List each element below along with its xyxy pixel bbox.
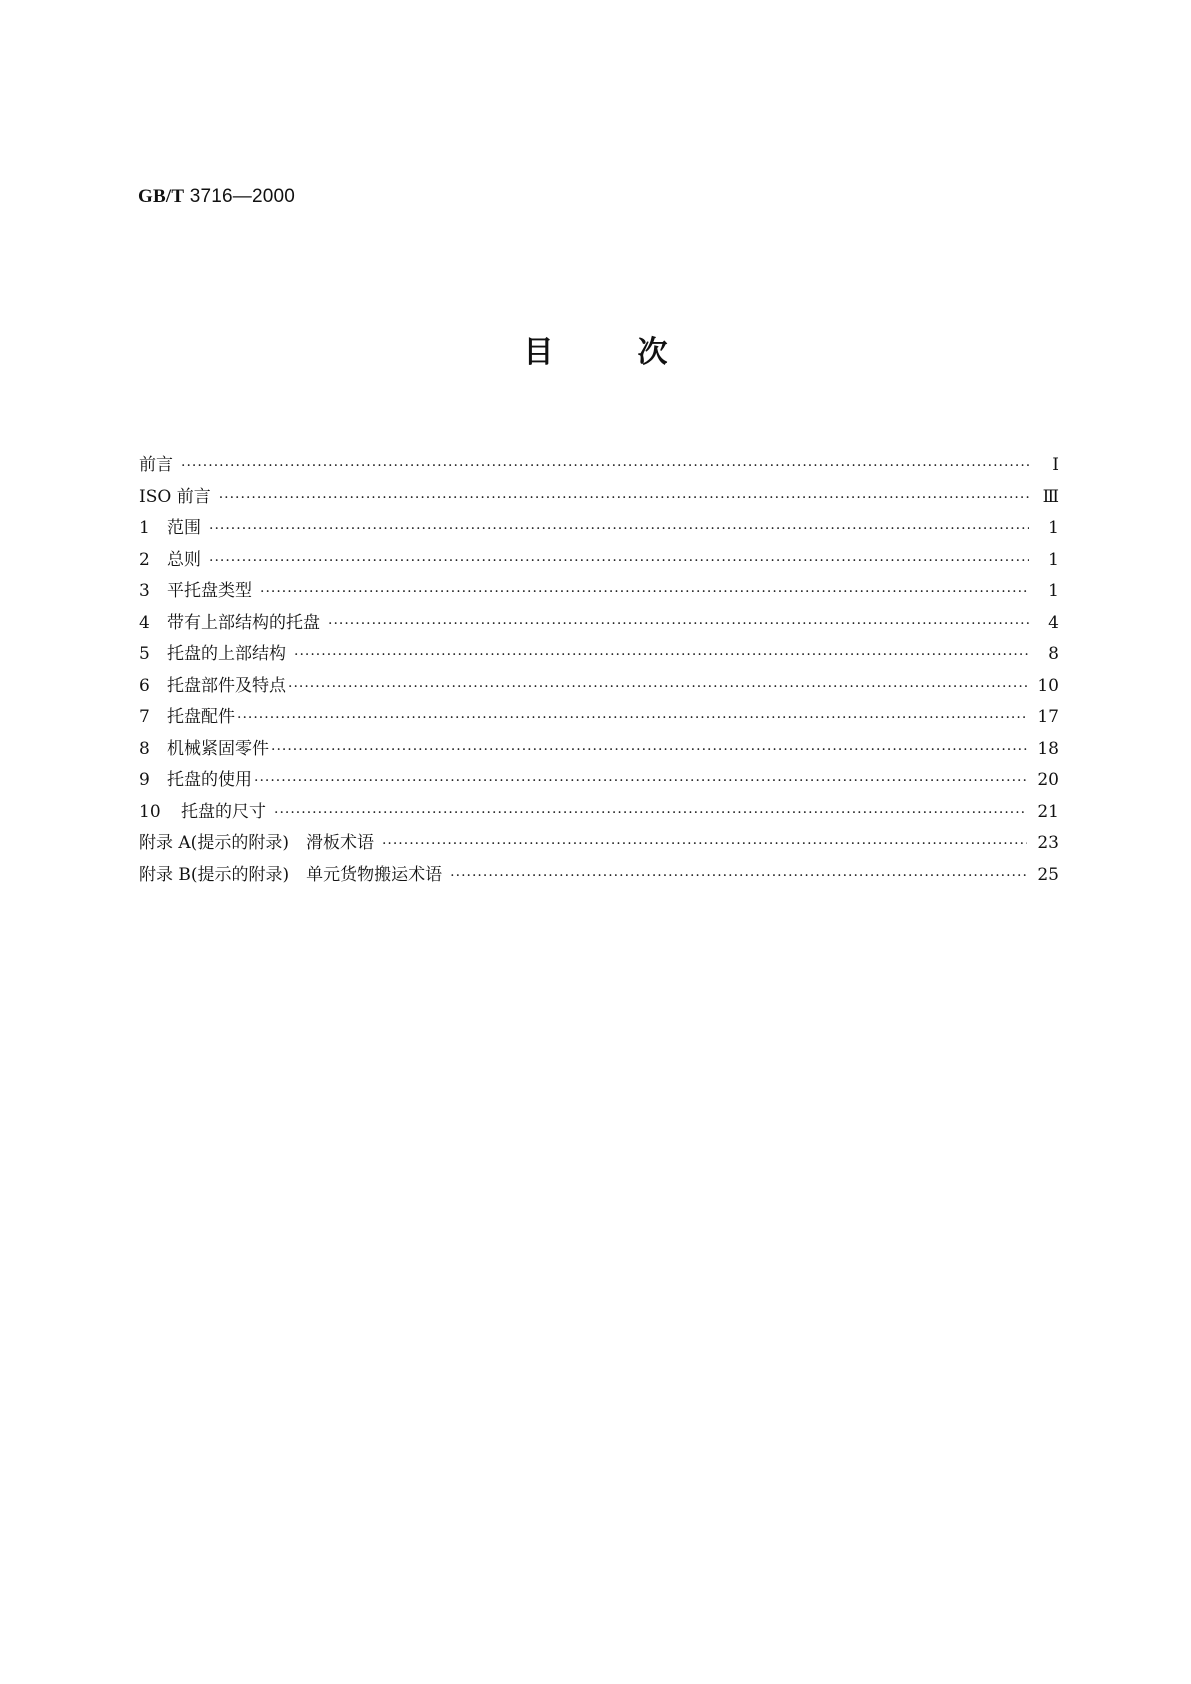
- toc-entry-label: 2 总则: [139, 549, 201, 570]
- toc-entry-number: 3: [139, 581, 150, 601]
- toc-entry-number: 5: [139, 644, 150, 664]
- dot-leader: [382, 836, 1027, 852]
- toc-entry-8[interactable]: [139, 734, 1059, 766]
- toc-entry-7[interactable]: [139, 702, 1059, 734]
- toc-entry-page: 20: [1037, 770, 1059, 790]
- toc-entry-label: ISO 前言: [139, 486, 211, 507]
- toc-entry-page: 10: [1037, 675, 1059, 696]
- toc-entry-page: 17: [1037, 707, 1059, 727]
- document-code-prefix: GB/T: [138, 186, 185, 207]
- toc-entry-4[interactable]: [139, 608, 1059, 640]
- toc-entry-page: 1: [1048, 518, 1059, 538]
- toc-entry-label: 4 带有上部结构的托盘: [139, 612, 320, 633]
- toc-entry-number: 10: [139, 801, 161, 822]
- dot-leader: [288, 679, 1027, 695]
- toc-entry-10[interactable]: [139, 797, 1059, 829]
- toc-entry-label: 1 范围: [139, 518, 201, 538]
- toc-entry-number: 6: [139, 675, 150, 696]
- toc-entry-annex-a[interactable]: [139, 828, 1059, 860]
- document-code: [138, 186, 295, 208]
- dot-leader: [328, 616, 1029, 632]
- toc-entry-label: 7 托盘配件: [139, 707, 235, 727]
- toc-entry-number: 9: [139, 770, 150, 790]
- toc-entry-1[interactable]: [139, 513, 1059, 545]
- dot-leader: [181, 458, 1029, 474]
- toc-entry-number: 7: [139, 707, 150, 727]
- toc-entry-label: 9 托盘的使用: [139, 770, 252, 790]
- toc-entry-label: 8 机械紧固零件: [139, 738, 269, 759]
- toc-entry-number: 1: [139, 518, 150, 538]
- dot-leader: [294, 647, 1029, 663]
- dot-leader: [209, 521, 1029, 537]
- toc-entry-label: 附录 B(提示的附录) 单元货物搬运术语: [139, 864, 443, 885]
- dot-leader: [260, 584, 1029, 600]
- toc-entry-page: 23: [1037, 833, 1059, 853]
- toc-entry-label: 5 托盘的上部结构: [139, 644, 286, 664]
- toc-entry-annex-b[interactable]: [139, 860, 1059, 892]
- toc-entry-page: 18: [1037, 738, 1059, 759]
- toc-entry-number: 8: [139, 738, 150, 759]
- toc-entry-label: 附录 A(提示的附录) 滑板术语: [139, 833, 374, 853]
- toc-entry-iso-foreword[interactable]: [139, 482, 1059, 514]
- toc-entry-5[interactable]: [139, 639, 1059, 671]
- toc-entry-label: 10 托盘的尺寸: [139, 801, 266, 822]
- toc-entry-page: Ⅰ: [1052, 455, 1059, 475]
- dot-leader: [274, 805, 1027, 821]
- toc-entry-page: Ⅲ: [1042, 486, 1059, 507]
- dot-leader: [271, 742, 1027, 758]
- toc-entry-label: 6 托盘部件及特点: [139, 675, 286, 696]
- dot-leader: [254, 773, 1027, 789]
- toc-entry-9[interactable]: [139, 765, 1059, 797]
- toc-entry-6[interactable]: [139, 671, 1059, 703]
- toc-entry-page: 21: [1037, 801, 1059, 822]
- toc-entry-page: 25: [1037, 864, 1059, 885]
- table-of-contents: [139, 450, 1059, 891]
- dot-leader: [450, 868, 1027, 884]
- toc-entry-page: 1: [1048, 549, 1059, 570]
- dot-leader: [237, 710, 1027, 726]
- toc-entry-number: 4: [139, 612, 150, 633]
- document-code-number: 3716—2000: [189, 186, 296, 207]
- toc-entry-page: 8: [1048, 644, 1059, 664]
- page-title: 目次: [523, 335, 752, 370]
- toc-entry-number: 2: [139, 549, 150, 570]
- toc-entry-3[interactable]: [139, 576, 1059, 608]
- toc-entry-2[interactable]: [139, 545, 1059, 577]
- toc-entry-label: 前言: [139, 455, 173, 475]
- toc-entry-label: 3 平托盘类型: [139, 581, 252, 601]
- toc-entry-page: 1: [1048, 581, 1059, 601]
- dot-leader: [209, 553, 1029, 569]
- dot-leader: [219, 490, 1029, 506]
- toc-entry-page: 4: [1048, 612, 1059, 633]
- toc-entry-foreword[interactable]: [139, 450, 1059, 482]
